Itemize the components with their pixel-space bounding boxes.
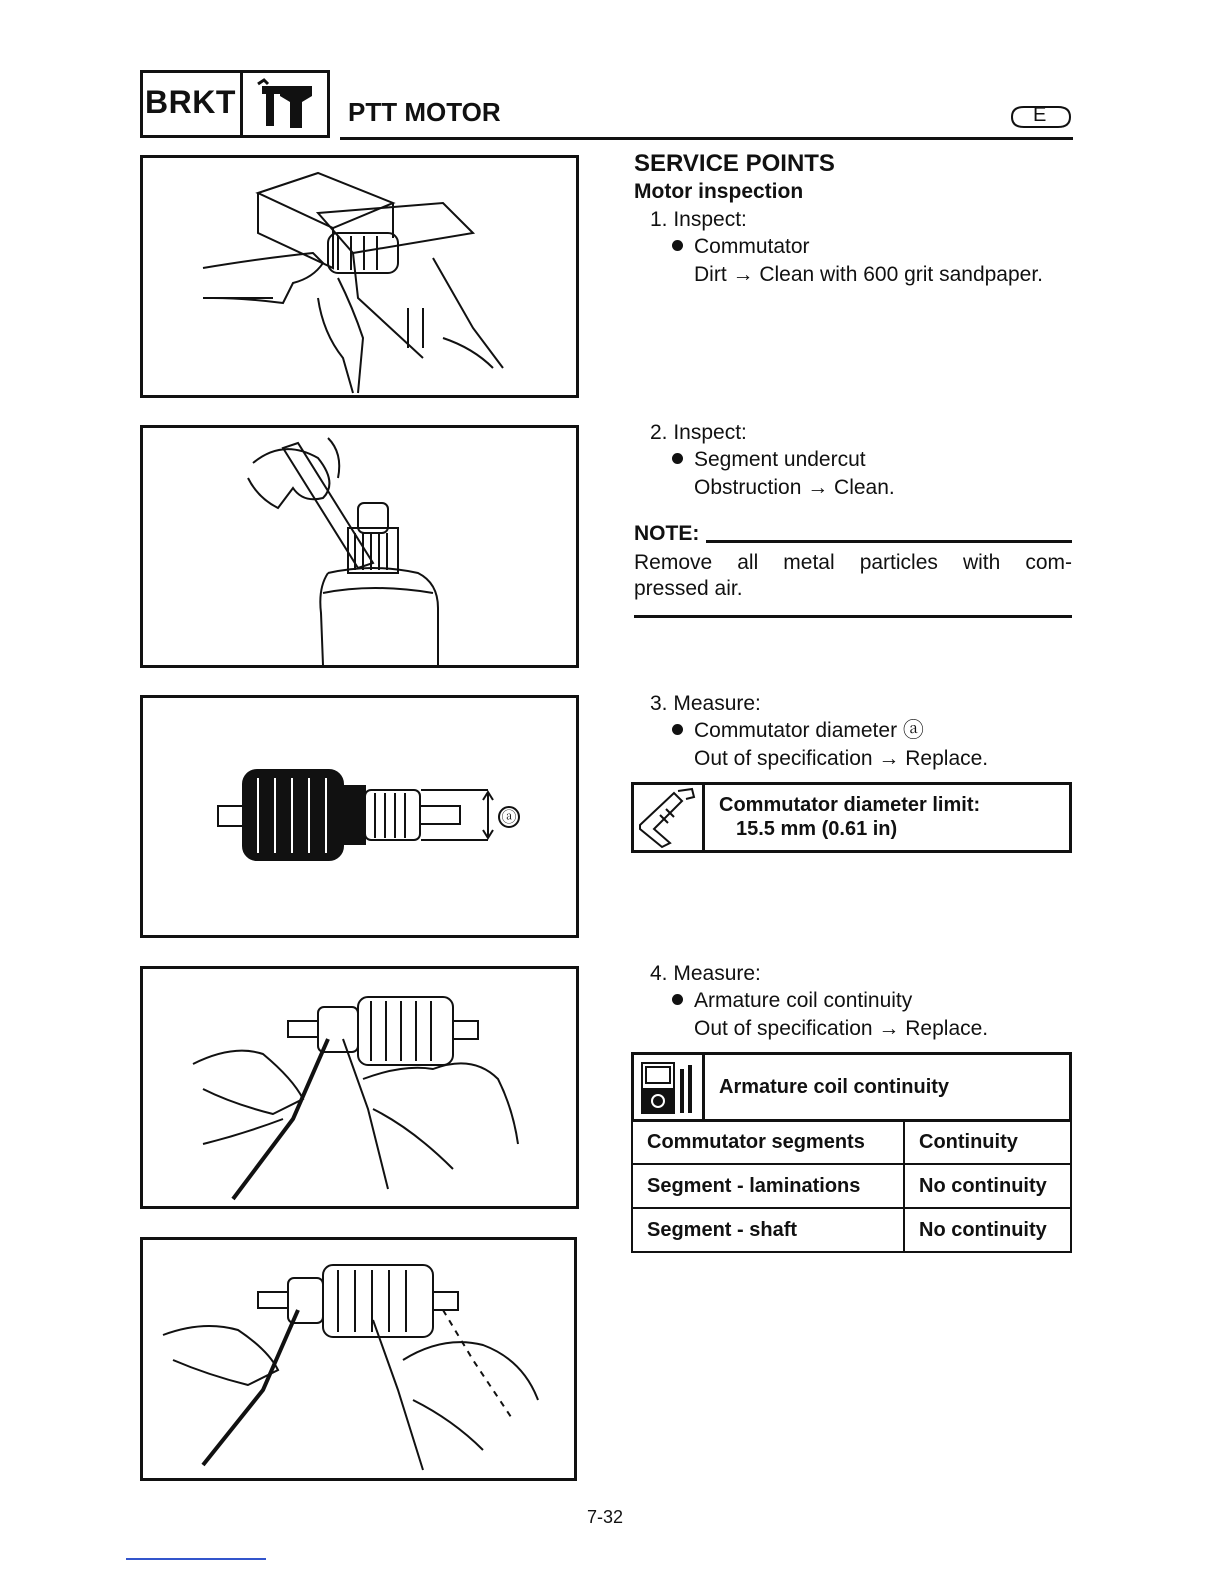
figure-continuity-test-segments bbox=[140, 966, 579, 1209]
bullet-icon bbox=[672, 453, 683, 464]
continuity-value: Continuity bbox=[904, 1120, 1071, 1164]
table-row bbox=[632, 1164, 1071, 1208]
section-tag-divider bbox=[240, 70, 243, 138]
figure-commutator-cleaning bbox=[140, 155, 579, 398]
figure-continuity-test-laminations bbox=[140, 1237, 577, 1481]
bullet-icon bbox=[672, 724, 683, 735]
bracket-icon bbox=[250, 78, 324, 134]
step-1-label: 1. Inspect: bbox=[650, 208, 747, 231]
step-4-label: 4. Measure: bbox=[650, 962, 761, 985]
continuity-table bbox=[631, 1119, 1072, 1253]
spec-icon-cell bbox=[634, 785, 705, 850]
step-2-label: 2. Inspect: bbox=[650, 421, 747, 444]
note-text-line-1: Remove all metal particles with com- bbox=[634, 551, 1072, 574]
page-title: PTT MOTOR bbox=[348, 97, 501, 127]
note-label: NOTE: bbox=[634, 522, 700, 545]
diameter-callout: ⓐ bbox=[501, 809, 517, 826]
note-bottom-rule bbox=[634, 615, 1072, 618]
motor-inspection-subheading: Motor inspection bbox=[634, 180, 804, 203]
meter-icon-cell bbox=[634, 1055, 705, 1119]
continuity-value: No continuity bbox=[904, 1208, 1071, 1252]
spec-box bbox=[631, 782, 1072, 853]
caliper-icon bbox=[634, 785, 702, 850]
bullet-icon bbox=[672, 240, 683, 251]
continuity-title: Armature coil continuity bbox=[719, 1076, 950, 1098]
service-points-heading: SERVICE POINTS bbox=[634, 150, 835, 177]
step-2-bullet: Segment undercut bbox=[672, 446, 866, 473]
continuity-item: Segment - laminations bbox=[632, 1164, 904, 1208]
section-tag: BRKT bbox=[145, 84, 236, 120]
multimeter-icon bbox=[634, 1055, 702, 1119]
table-row bbox=[632, 1120, 1071, 1164]
note-text-line-2: pressed air. bbox=[634, 577, 743, 600]
step-4-bullet: Armature coil continuity bbox=[672, 987, 912, 1014]
table-row bbox=[632, 1208, 1071, 1252]
bottom-link-underline bbox=[126, 1558, 266, 1560]
step-3-detail: Out of specification → Replace. bbox=[694, 747, 989, 770]
language-code: E bbox=[1033, 104, 1047, 126]
step-1-detail: Dirt → Clean with 600 grit sandpaper. bbox=[694, 263, 1044, 286]
note-top-rule bbox=[706, 540, 1072, 543]
header-rule bbox=[340, 137, 1073, 140]
figure-commutator-diameter bbox=[140, 695, 579, 938]
continuity-header-box bbox=[631, 1052, 1072, 1122]
step-3-bullet: Commutator diameter ⓐ bbox=[672, 717, 924, 744]
figure-segment-undercut bbox=[140, 425, 579, 668]
step-4-detail: Out of specification → Replace. bbox=[694, 1017, 989, 1040]
step-3-label: 3. Measure: bbox=[650, 692, 761, 715]
spec-line-1: Commutator diameter limit: bbox=[719, 794, 981, 816]
spec-line-2: 15.5 mm (0.61 in) bbox=[736, 818, 898, 840]
step-1-bullet: Commutator bbox=[672, 233, 810, 260]
step-2-detail: Obstruction → Clean. bbox=[694, 476, 895, 499]
continuity-value: No continuity bbox=[904, 1164, 1071, 1208]
continuity-item: Commutator segments bbox=[632, 1120, 904, 1164]
bullet-icon bbox=[672, 994, 683, 1005]
continuity-item: Segment - shaft bbox=[632, 1208, 904, 1252]
page-number: 7-32 bbox=[587, 1507, 624, 1527]
